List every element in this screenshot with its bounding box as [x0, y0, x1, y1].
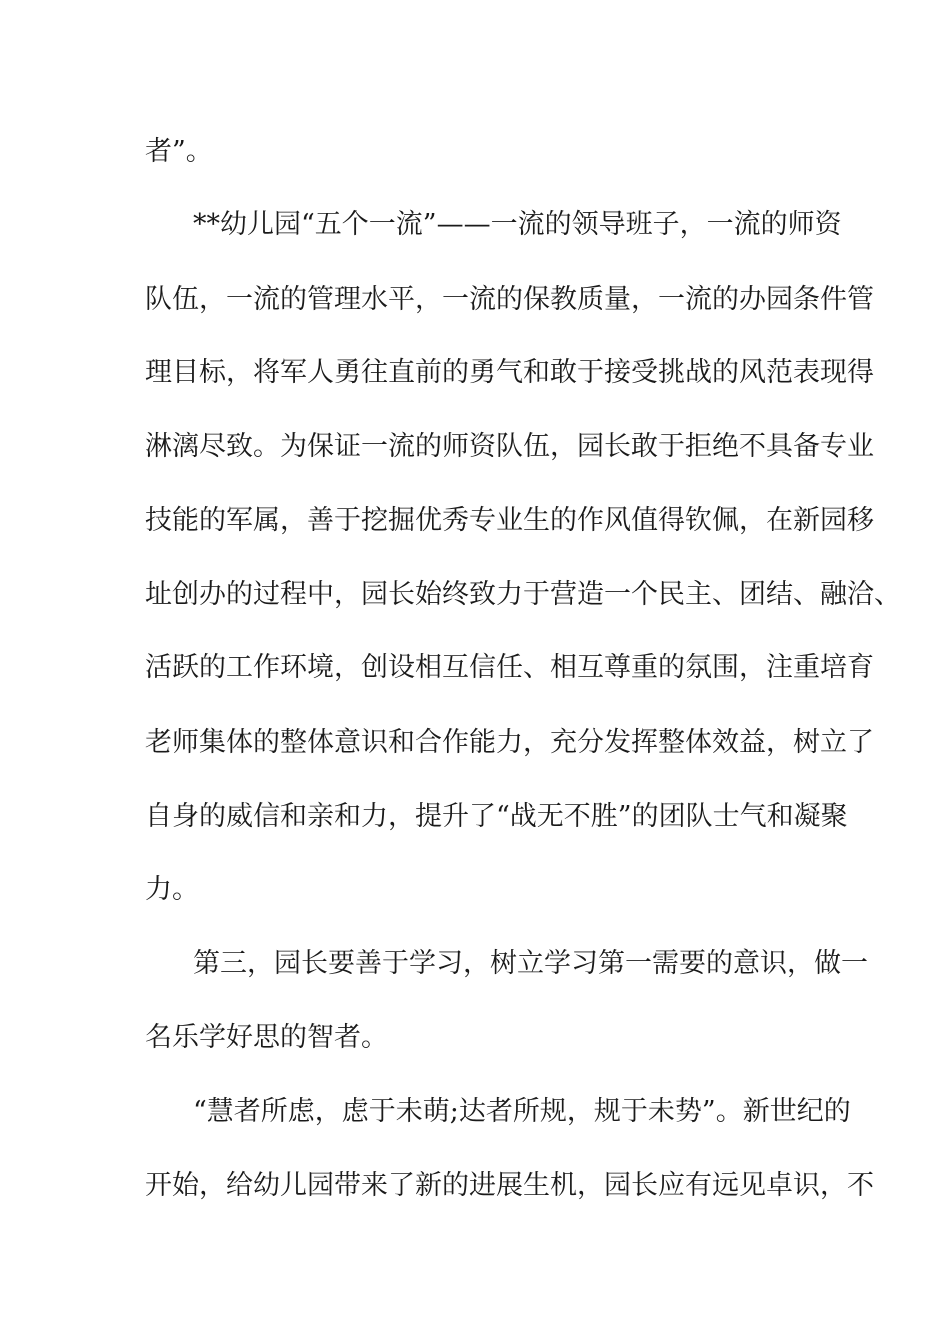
text-line-9: 老师集体的整体意识和合作能力，充分发挥整体效益，树立了 — [145, 727, 874, 758]
text-line-3: 队伍，一流的管理水平，一流的保教质量，一流的办园条件管 — [145, 284, 874, 315]
text-line-8: 活跃的工作环境，创设相互信任、相互尊重的氛围，注重培育 — [145, 652, 874, 683]
text-line-15: 开始，给幼儿园带来了新的进展生机，园长应有远见卓识，不 — [145, 1170, 874, 1201]
paragraph-start-line: 第三，园长要善于学习，树立学习第一需要的意识，做一 — [193, 948, 868, 979]
text-line-7: 址创办的过程中，园长始终致力于营造一个民主、团结、融洽、 — [145, 579, 901, 610]
paragraph-start-line: **幼儿园“五个一流”——一流的领导班子，一流的师资 — [193, 209, 842, 240]
paragraph-start-line: “慧者所虑，虑于未萌;达者所规，规于未势”。新世纪的 — [193, 1096, 851, 1127]
text-line-10: 自身的威信和亲和力，提升了“战无不胜”的团队士气和凝聚 — [145, 801, 848, 832]
text-line-5: 淋漓尽致。为保证一流的师资队伍，园长敢于拒绝不具备专业 — [145, 431, 874, 462]
text-line-11: 力。 — [145, 874, 199, 905]
text-line-13: 名乐学好思的智者。 — [145, 1022, 388, 1053]
text-line-6: 技能的军属，善于挖掘优秀专业生的作风值得钦佩，在新园移 — [145, 505, 874, 536]
text-line-4: 理目标，将军人勇往直前的勇气和敢于接受挑战的风范表现得 — [145, 357, 874, 388]
text-line-1: 者”。 — [145, 136, 213, 167]
